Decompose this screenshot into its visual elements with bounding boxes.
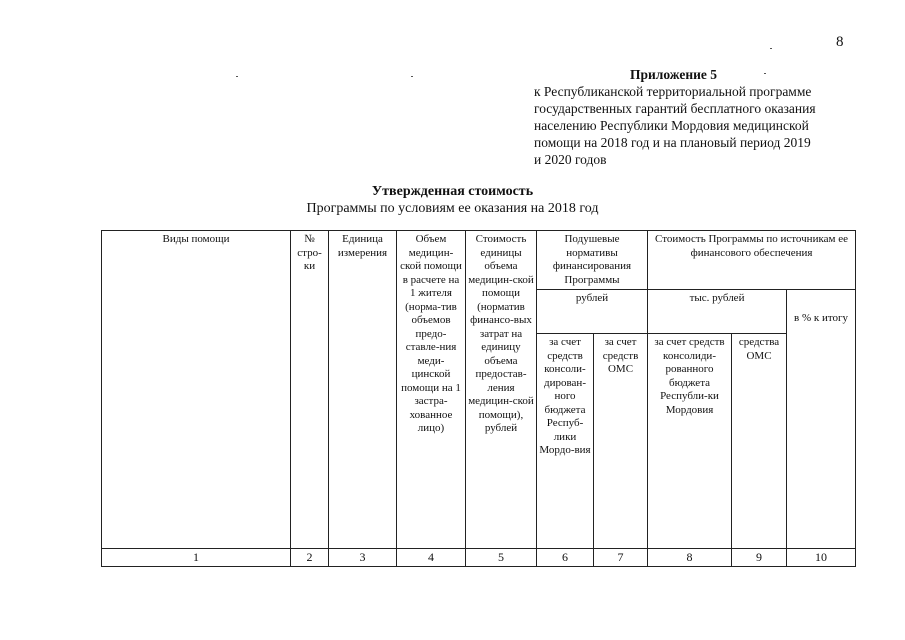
document-title: Утвержденная стоимость — [371, 184, 534, 199]
column-number: 9 — [732, 549, 787, 567]
cost-table — [101, 230, 856, 567]
document-subtitle: Программы по условиям ее оказания на 2018 год — [306, 201, 599, 216]
appendix-line: и 2020 годов — [534, 152, 607, 167]
scan-speck — [411, 76, 413, 77]
header-program-cost: Стоимость Программы по источникам ее финансового обеспечения — [648, 231, 856, 290]
header-program-budget: за счет средств консолиди-рованного бюджета Республи-ки Мордовия — [648, 334, 732, 549]
page-number: 8 — [836, 34, 844, 50]
appendix-line: к Республиканской территориальной программе — [534, 84, 812, 99]
header-per-capita: Подушевые нормативы финансирования Программы — [537, 231, 648, 290]
column-number: 1 — [102, 549, 291, 567]
column-number: 7 — [594, 549, 648, 567]
column-number: 3 — [329, 549, 397, 567]
appendix-block — [534, 66, 864, 168]
header-per-capita-budget: за счет средств консоли-дирован-ного бюджета Респуб-лики Мордо-вия — [537, 334, 594, 549]
header-program-cost-unit: тыс. рублей — [648, 290, 787, 334]
header-percent: в % к итогу — [787, 290, 856, 549]
appendix-line: государственных гарантий бесплатного оказания — [534, 101, 816, 116]
header-per-capita-unit: рублей — [537, 290, 648, 334]
scan-speck — [764, 73, 766, 74]
scan-speck — [770, 48, 772, 49]
column-number: 6 — [537, 549, 594, 567]
column-number: 2 — [291, 549, 329, 567]
scan-speck — [236, 76, 238, 77]
header-per-capita-oms: за счет средств ОМС — [594, 334, 648, 549]
column-number: 10 — [787, 549, 856, 567]
column-number: 8 — [648, 549, 732, 567]
header-program-oms: средства ОМС — [732, 334, 787, 549]
column-number: 5 — [466, 549, 537, 567]
header-unit: Единица измерения — [329, 231, 397, 549]
column-number: 4 — [397, 549, 466, 567]
header-row-number: № стро-ки — [291, 231, 329, 549]
header-unit-cost: Стоимость единицы объема медицин-ской помощи (норматив финансо-вых затрат на единицу объема предостав-ления медицин-ской помощи), рублей — [466, 231, 537, 549]
appendix-line: помощи на 2018 год и на плановый период 2019 — [534, 135, 811, 150]
appendix-line: населению Республики Мордовия медицинской — [534, 118, 809, 133]
header-volume: Объем медицин-ской помощи в расчете на 1 жителя (норма-тив объемов предо-ставле-ния меди-цинской помощи на 1 застра-хованное лицо) — [397, 231, 466, 549]
appendix-title: Приложение 5 — [630, 67, 718, 82]
header-types: Виды помощи — [102, 231, 291, 549]
